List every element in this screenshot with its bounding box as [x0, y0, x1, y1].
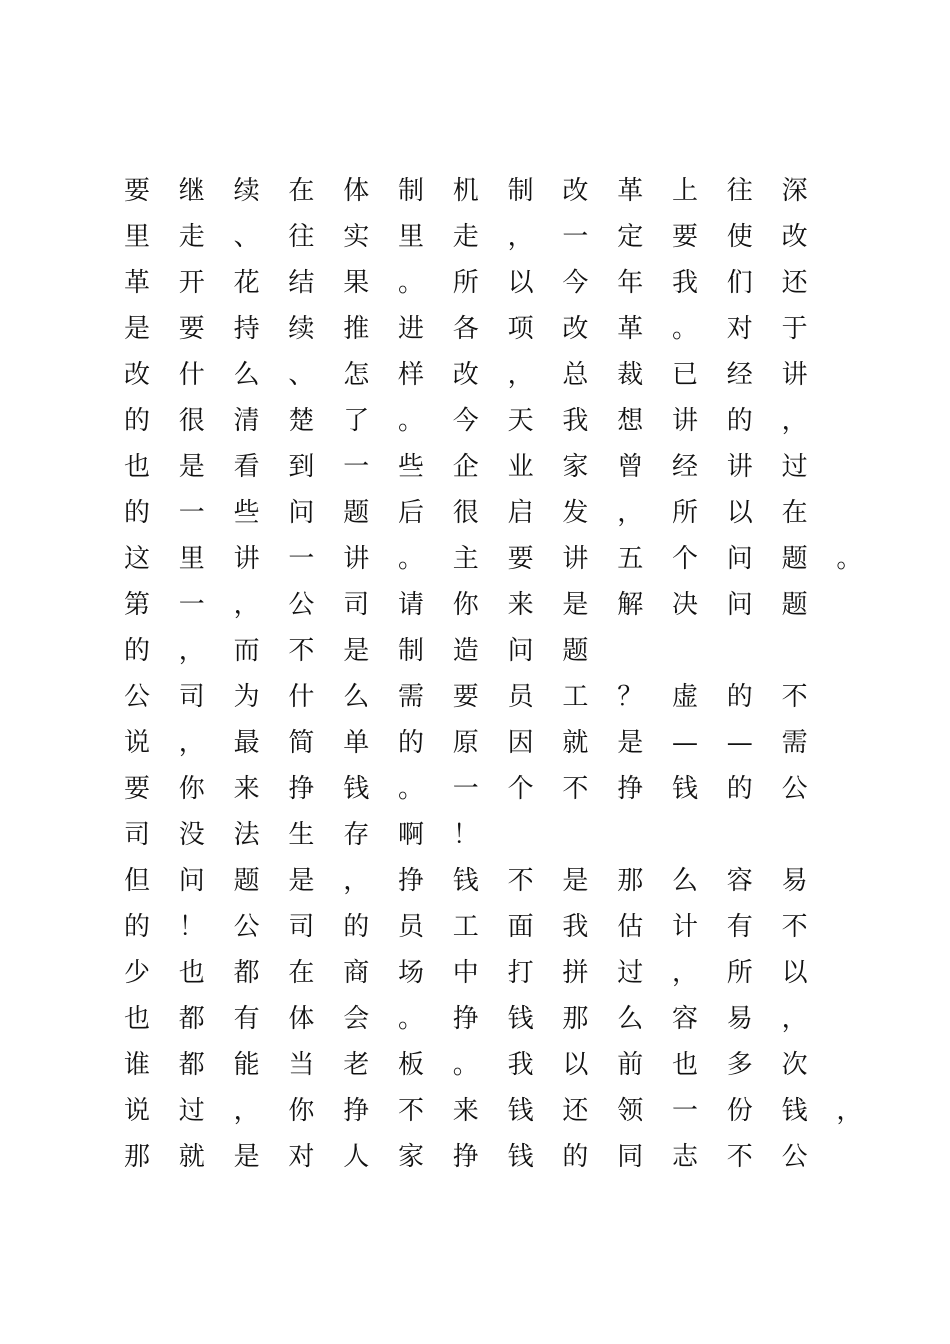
- body-text: [124, 168, 934, 1180]
- text-line: 要你来挣钱。一个不挣钱的公: [124, 774, 837, 804]
- text-line: 的，而不是制造问题: [124, 636, 618, 666]
- text-line: 的很清楚了。今天我想讲的，: [124, 406, 837, 436]
- text-line: 也是看到一些企业家曾经讲过: [124, 452, 837, 482]
- text-line: 革开花结果。所以今年我们还: [124, 268, 837, 298]
- text-line: 少也都在商场中打拼过，所以: [124, 958, 837, 988]
- text-line: 的！公司的员工面我估计有不: [124, 912, 837, 942]
- text-line: 要继续在体制机制改革上往深: [124, 176, 837, 206]
- text-line: 公司为什么需要员工？虚的不: [124, 682, 837, 712]
- text-line: 也都有体会。挣钱那么容易，: [124, 1004, 837, 1034]
- text-line: 说过，你挣不来钱还领一份钱，: [124, 1096, 892, 1126]
- text-line: 那就是对人家挣钱的同志不公: [124, 1142, 837, 1172]
- text-line: 第一，公司请你来是解决问题: [124, 590, 837, 620]
- text-line: 是要持续推进各项改革。对于: [124, 314, 837, 344]
- text-line: 里走、往实里走，一定要使改: [124, 222, 837, 252]
- text-line: 的一些问题后很启发，所以在: [124, 498, 837, 528]
- text-line: 但问题是，挣钱不是那么容易: [124, 866, 837, 896]
- text-line: 谁都能当老板。我以前也多次: [124, 1050, 837, 1080]
- text-line: 这里讲一讲。主要讲五个问题。: [124, 544, 892, 574]
- text-line: 司没法生存啊！: [124, 820, 508, 850]
- text-line: 改什么、怎样改，总裁已经讲: [124, 360, 837, 390]
- text-line: 说，最简单的原因就是——需: [124, 728, 837, 758]
